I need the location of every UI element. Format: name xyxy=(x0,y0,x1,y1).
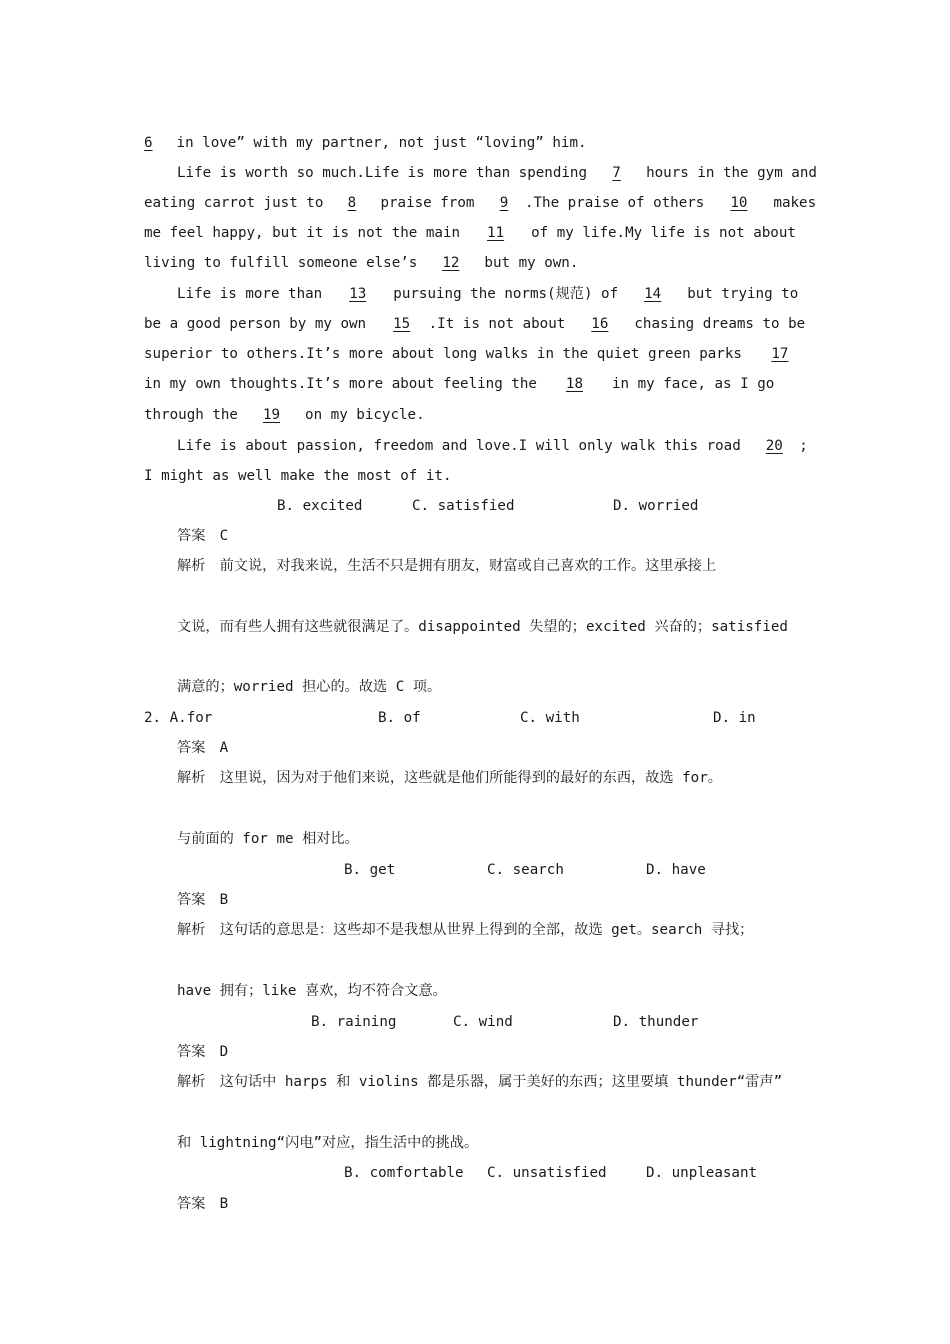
option-d: D. have xyxy=(646,862,706,878)
passage-line: through the 19 on my bicycle. xyxy=(144,407,425,423)
blank-6: 6 xyxy=(144,135,153,151)
analysis-line: 解析 前文说，对我来说，生活不只是拥有朋友，财富或自己喜欢的工作。这里承接上 xyxy=(177,558,717,574)
analysis-line: 和 lightning“闪电”对应，指生活中的挑战。 xyxy=(177,1135,479,1151)
blank-9: 9 xyxy=(499,195,509,211)
analysis-line: 满意的；worried 担心的。故选 C 项。 xyxy=(177,679,442,695)
blank-18: 18 xyxy=(565,376,584,392)
passage-line: living to fulfill someone else’s 12 but my own. xyxy=(144,255,579,271)
option-c: C. with xyxy=(520,710,580,726)
passage-line: I might as well make the most of it. xyxy=(144,468,452,484)
option-b: B. comfortable xyxy=(344,1165,464,1181)
option-d: D. in xyxy=(713,710,756,726)
analysis-line: 文说，而有些人拥有这些就很满足了。disappointed 失望的；excited 兴奋的；satisfied xyxy=(177,619,788,635)
blank-13: 13 xyxy=(349,286,367,302)
option-b: B. get xyxy=(344,862,396,878)
answer-line: 答案 C xyxy=(177,528,229,544)
option-c: C. wind xyxy=(453,1014,513,1030)
analysis-line: 解析 这里说，因为对于他们来说，这些就是他们所能得到的最好的东西，故选 for。 xyxy=(177,770,722,786)
blank-12: 12 xyxy=(442,255,460,271)
analysis-line: have 拥有；like 喜欢，均不符合文意。 xyxy=(177,983,447,999)
blank-14: 14 xyxy=(644,286,662,302)
option-d: D. worried xyxy=(613,498,699,514)
analysis-line: 解析 这句话中 harps 和 violins 都是乐器，属于美好的东西；这里要填 thunder“雷声” xyxy=(177,1074,783,1090)
blank-17: 17 xyxy=(771,346,789,362)
blank-8: 8 xyxy=(347,195,357,211)
option-b: B. raining xyxy=(311,1014,397,1030)
option-a: 2. A.for xyxy=(144,710,213,726)
blank-7: 7 xyxy=(612,165,621,181)
blank-20: 20 xyxy=(765,438,783,454)
passage-line: 6 in love” with my partner, not just “loving” him. xyxy=(144,135,587,151)
passage-line: eating carrot just to 8 praise from 9 .The praise of others 10 makes xyxy=(144,195,817,211)
answer-line: 答案 A xyxy=(177,740,229,756)
blank-16: 16 xyxy=(591,316,609,332)
passage-line: Life is worth so much.Life is more than spending 7 hours in the gym and xyxy=(177,165,817,181)
passage-line: be a good person by my own 15 .It is not about 16 chasing dreams to be xyxy=(144,316,806,332)
answer-line: 答案 D xyxy=(177,1044,229,1060)
passage-line: Life is about passion, freedom and love.I will only walk this road 20 ; xyxy=(177,438,808,454)
blank-11: 11 xyxy=(487,225,505,241)
option-c: C. unsatisfied xyxy=(487,1165,607,1181)
option-c: C. search xyxy=(487,862,564,878)
passage-line: me feel happy, but it is not the main 11 of my life.My life is not about xyxy=(144,225,796,241)
option-b: B. of xyxy=(378,710,421,726)
blank-10: 10 xyxy=(730,195,748,211)
option-d: D. thunder xyxy=(613,1014,699,1030)
blank-15: 15 xyxy=(393,316,411,332)
blank-19: 19 xyxy=(262,407,281,423)
option-d: D. unpleasant xyxy=(646,1165,758,1181)
analysis-line: 解析 这句话的意思是：这些却不是我想从世界上得到的全部，故选 get。search 寻找； xyxy=(177,922,754,938)
option-c: C. satisfied xyxy=(412,498,515,514)
answer-line: 答案 B xyxy=(177,892,229,908)
passage-line: in my own thoughts.It’s more about feeling the 18 in my face, as I go xyxy=(144,376,775,392)
analysis-line: 与前面的 for me 相对比。 xyxy=(177,831,359,847)
passage-line: superior to others.It’s more about long walks in the quiet green parks 17 xyxy=(144,346,789,362)
answer-line: 答案 B xyxy=(177,1196,229,1212)
option-b: B. excited xyxy=(277,498,363,514)
passage-line: Life is more than 13 pursuing the norms(规范) of 14 but trying to xyxy=(177,286,799,302)
